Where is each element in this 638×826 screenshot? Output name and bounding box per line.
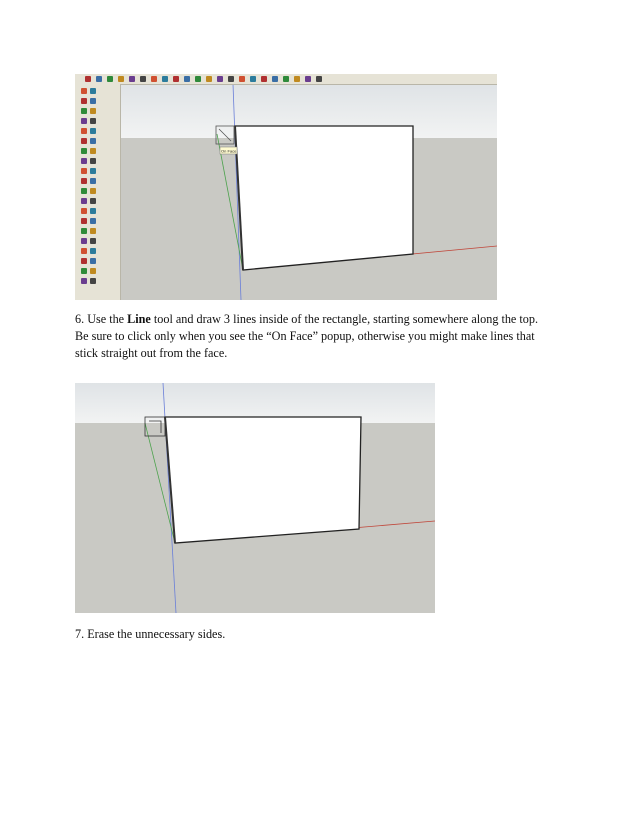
viewport-drawing-1 <box>75 74 497 300</box>
toolbar-tool-icon[interactable] <box>151 76 157 82</box>
line-tool-name: Line <box>127 312 151 326</box>
toolbar-tool-icon[interactable] <box>90 198 96 204</box>
toolbar-tool-icon[interactable] <box>96 76 102 82</box>
toolbar-tool-icon[interactable] <box>107 76 113 82</box>
step-6-number: 6. <box>75 312 85 326</box>
toolbar-tool-icon[interactable] <box>184 76 190 82</box>
toolbar-tool-icon[interactable] <box>206 76 212 82</box>
toolbar-tool-icon[interactable] <box>81 248 87 254</box>
toolbar-tool-icon[interactable] <box>81 138 87 144</box>
toolbar-tool-icon[interactable] <box>90 158 96 164</box>
on-face-popup-text: On Face <box>221 148 237 154</box>
toolbar-tool-icon[interactable] <box>81 268 87 274</box>
rectangle-face[interactable] <box>165 417 361 543</box>
toolbar-tool-icon[interactable] <box>81 228 87 234</box>
toolbar-tool-icon[interactable] <box>90 88 96 94</box>
viewport-drawing-2 <box>75 383 435 613</box>
toolbar-tool-icon[interactable] <box>90 268 96 274</box>
toolbar-tool-icon[interactable] <box>162 76 168 82</box>
rectangle-face[interactable] <box>235 126 413 270</box>
toolbar-tool-icon[interactable] <box>90 238 96 244</box>
toolbar-tool-icon[interactable] <box>217 76 223 82</box>
toolbar-tool-icon[interactable] <box>283 76 289 82</box>
toolbar-tool-icon[interactable] <box>90 108 96 114</box>
toolbar-tool-icon[interactable] <box>90 258 96 264</box>
toolbar-tool-icon[interactable] <box>85 76 91 82</box>
step-7-instructions: 7. Erase the unnecessary sides. <box>75 627 226 641</box>
toolbar-tool-icon[interactable] <box>294 76 300 82</box>
toolbar-tool-icon[interactable] <box>81 108 87 114</box>
toolbar-tool-icon[interactable] <box>81 188 87 194</box>
toolbar-tool-icon[interactable] <box>90 128 96 134</box>
toolbar-tool-icon[interactable] <box>305 76 311 82</box>
toolbar-tool-icon[interactable] <box>81 178 87 184</box>
toolbar-tool-icon[interactable] <box>140 76 146 82</box>
toolbar-tool-icon[interactable] <box>90 118 96 124</box>
toolbar-tool-icon[interactable] <box>81 118 87 124</box>
step-6-pre: Use the <box>84 312 128 326</box>
toolbar-tool-icon[interactable] <box>90 188 96 194</box>
toolbar-tool-icon[interactable] <box>90 208 96 214</box>
toolbar-tool-icon[interactable] <box>81 168 87 174</box>
toolbar-tool-icon[interactable] <box>81 258 87 264</box>
toolbar-tool-icon[interactable] <box>173 76 179 82</box>
toolbar-tool-icon[interactable] <box>90 248 96 254</box>
toolbar-tool-icon[interactable] <box>90 148 96 154</box>
toolbar-tool-icon[interactable] <box>228 76 234 82</box>
toolbar-tool-icon[interactable] <box>81 158 87 164</box>
toolbar-tool-icon[interactable] <box>81 128 87 134</box>
toolbar-tool-icon[interactable] <box>129 76 135 82</box>
toolbar-tool-icon[interactable] <box>261 76 267 82</box>
step-6-line-2: Be sure to click only when you see the “On Face” popup, otherwise you might make lines that <box>75 329 535 343</box>
toolbar-tool-icon[interactable] <box>90 278 96 284</box>
toolbar-tool-icon[interactable] <box>239 76 245 82</box>
toolbar-tool-icon[interactable] <box>90 168 96 174</box>
toolbar-tool-icon[interactable] <box>81 278 87 284</box>
toolbar-tool-icon[interactable] <box>81 218 87 224</box>
toolbar-tool-icon[interactable] <box>90 98 96 104</box>
toolbar-tool-icon[interactable] <box>195 76 201 82</box>
sketchup-screenshot-1 <box>75 74 497 300</box>
toolbar-tool-icon[interactable] <box>81 88 87 94</box>
toolbar-tool-icon[interactable] <box>81 208 87 214</box>
toolbar-tool-icon[interactable] <box>250 76 256 82</box>
toolbar-tool-icon[interactable] <box>90 228 96 234</box>
toolbar-tool-icon[interactable] <box>90 218 96 224</box>
toolbar-tool-icon[interactable] <box>81 238 87 244</box>
sketchup-screenshot-2 <box>75 383 435 613</box>
toolbar-tool-icon[interactable] <box>81 98 87 104</box>
step-6-line-3: stick straight out from the face. <box>75 346 228 360</box>
toolbar-tool-icon[interactable] <box>316 76 322 82</box>
step-6-instructions <box>75 311 538 362</box>
toolbar-tool-icon[interactable] <box>81 198 87 204</box>
toolbar-tool-icon[interactable] <box>90 138 96 144</box>
toolbar-tool-icon[interactable] <box>272 76 278 82</box>
toolbar-tool-icon[interactable] <box>90 178 96 184</box>
step-6-line-1 <box>75 311 538 328</box>
step-6-post: tool and draw 3 lines inside of the rectangle, starting somewhere along the top. <box>150 312 539 326</box>
toolbar-tool-icon[interactable] <box>81 148 87 154</box>
toolbar-tool-icon[interactable] <box>118 76 124 82</box>
